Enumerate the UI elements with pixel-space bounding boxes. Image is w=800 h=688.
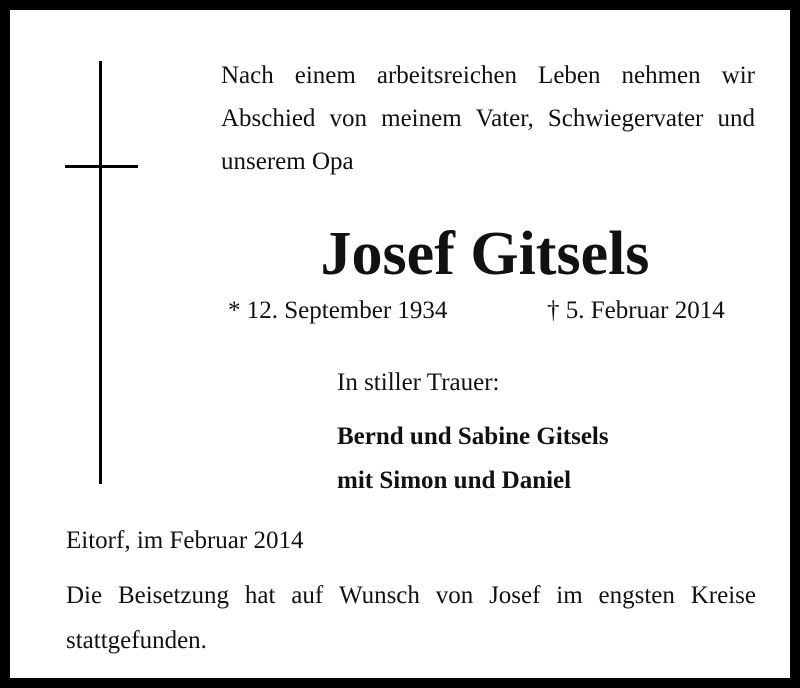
- word: Nach: [221, 62, 274, 89]
- cross-horizontal-bar: [65, 165, 138, 168]
- word: auf: [291, 582, 324, 609]
- notice-line: stattgefunden.: [66, 627, 207, 654]
- word: Leben: [538, 62, 601, 89]
- word: arbeitsreichen: [376, 62, 518, 89]
- notice-line: [66, 573, 756, 618]
- word: Beisetzung: [117, 582, 230, 609]
- word: hat: [244, 582, 276, 609]
- word: Kreise: [690, 582, 756, 609]
- word: und: [717, 105, 755, 132]
- word: im: [556, 582, 583, 609]
- word: Abschied: [221, 105, 316, 132]
- family-line: mit Simon und Daniel: [337, 467, 572, 494]
- intro-line: [221, 54, 755, 97]
- word: von: [329, 105, 368, 132]
- word: Die: [66, 582, 103, 609]
- word: Josef: [489, 582, 541, 609]
- deceased-name: Josef Gitsels: [320, 220, 650, 288]
- word: Vater,: [475, 105, 534, 132]
- intro-line: unserem Opa: [221, 148, 354, 175]
- word: einem: [294, 62, 356, 89]
- place-and-date: Eitorf, im Februar 2014: [66, 527, 304, 554]
- mourning-intro: In stiller Trauer:: [337, 369, 500, 396]
- word: meinem: [381, 105, 462, 132]
- word: Schwiegervater: [547, 105, 704, 132]
- word: Wunsch: [338, 582, 420, 609]
- word: wir: [721, 62, 755, 89]
- birth-date: * 12. September 1934: [228, 297, 448, 324]
- word: von: [435, 582, 474, 609]
- word: engsten: [598, 582, 675, 609]
- intro-text: [221, 54, 755, 183]
- word: nehmen: [621, 62, 701, 89]
- intro-line: [221, 97, 755, 140]
- funeral-notice: [66, 573, 756, 663]
- family-names: [337, 415, 609, 503]
- family-line: Bernd und Sabine Gitsels: [337, 423, 609, 450]
- death-date: † 5. Februar 2014: [547, 297, 725, 324]
